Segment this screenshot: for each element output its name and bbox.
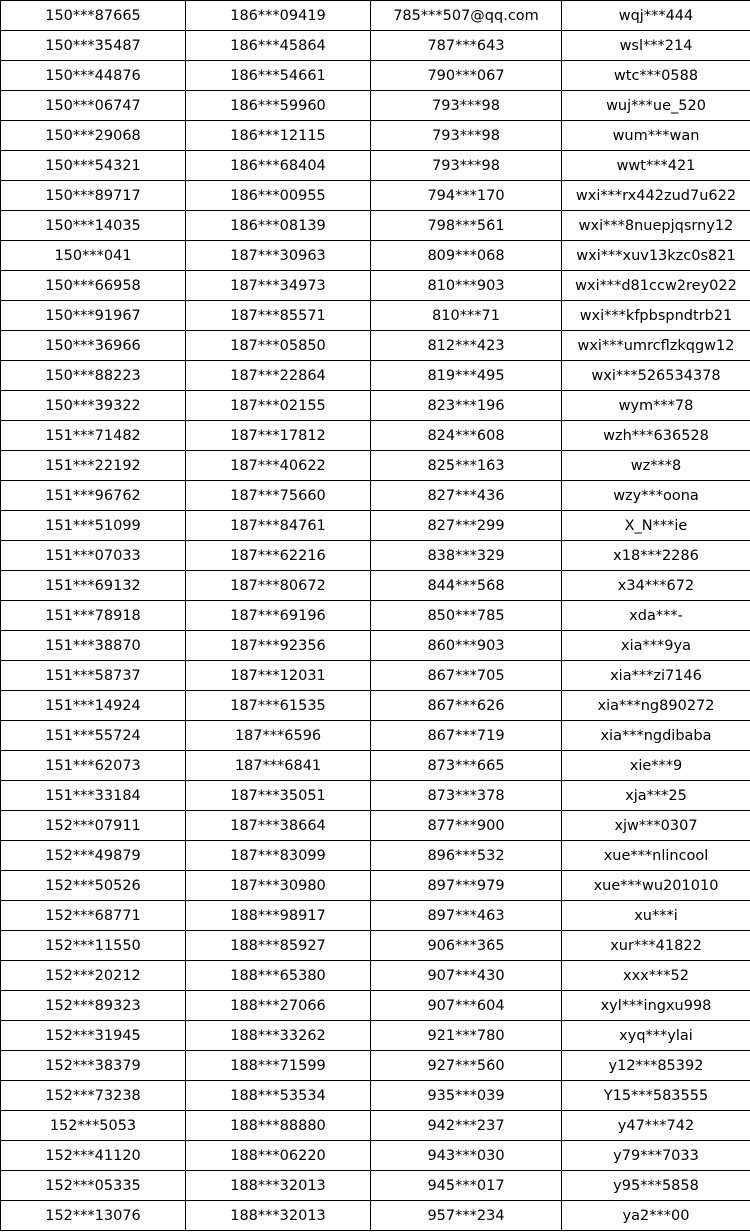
- cell-username: x34***672: [562, 571, 750, 601]
- cell-phone-a: 152***38379: [1, 1051, 186, 1081]
- cell-phone-b: 188***32013: [186, 1201, 371, 1231]
- cell-phone-b: 187***69196: [186, 601, 371, 631]
- cell-phone-a: 152***5053: [1, 1111, 186, 1141]
- cell-qq: 827***299: [371, 511, 562, 541]
- cell-phone-a: 152***49879: [1, 841, 186, 871]
- cell-phone-a: 150***14035: [1, 211, 186, 241]
- cell-qq: 867***705: [371, 661, 562, 691]
- cell-qq: 907***430: [371, 961, 562, 991]
- cell-phone-b: 187***30963: [186, 241, 371, 271]
- table-row: [1, 151, 750, 181]
- table-row: [1, 811, 750, 841]
- cell-qq: 921***780: [371, 1021, 562, 1051]
- cell-username: wum***wan: [562, 121, 750, 151]
- cell-qq: 873***378: [371, 781, 562, 811]
- cell-username: wwt***421: [562, 151, 750, 181]
- table-row: [1, 91, 750, 121]
- cell-username: xia***zi7146: [562, 661, 750, 691]
- cell-username: xjw***0307: [562, 811, 750, 841]
- cell-username: y79***7033: [562, 1141, 750, 1171]
- cell-phone-a: 150***36966: [1, 331, 186, 361]
- cell-phone-b: 186***68404: [186, 151, 371, 181]
- cell-phone-b: 188***88880: [186, 1111, 371, 1141]
- cell-phone-a: 150***06747: [1, 91, 186, 121]
- cell-phone-a: 150***89717: [1, 181, 186, 211]
- cell-username: wxi***526534378: [562, 361, 750, 391]
- table-row: [1, 601, 750, 631]
- cell-phone-b: 186***59960: [186, 91, 371, 121]
- cell-phone-a: 152***31945: [1, 1021, 186, 1051]
- table-row: [1, 751, 750, 781]
- cell-qq: 810***71: [371, 301, 562, 331]
- cell-phone-a: 151***07033: [1, 541, 186, 571]
- cell-phone-b: 187***85571: [186, 301, 371, 331]
- cell-phone-a: 152***07911: [1, 811, 186, 841]
- cell-phone-b: 186***12115: [186, 121, 371, 151]
- cell-qq: 906***365: [371, 931, 562, 961]
- cell-phone-a: 152***68771: [1, 901, 186, 931]
- cell-phone-a: 151***22192: [1, 451, 186, 481]
- cell-phone-a: 152***89323: [1, 991, 186, 1021]
- cell-qq: 794***170: [371, 181, 562, 211]
- cell-phone-a: 152***11550: [1, 931, 186, 961]
- cell-qq: 844***568: [371, 571, 562, 601]
- cell-username: wsl***214: [562, 31, 750, 61]
- cell-username: xyl***ingxu998: [562, 991, 750, 1021]
- cell-phone-b: 188***98917: [186, 901, 371, 931]
- table-row: [1, 331, 750, 361]
- cell-phone-b: 187***6841: [186, 751, 371, 781]
- cell-phone-a: 152***13076: [1, 1201, 186, 1231]
- cell-username: y47***742: [562, 1111, 750, 1141]
- cell-username: xda***-: [562, 601, 750, 631]
- cell-phone-b: 188***85927: [186, 931, 371, 961]
- cell-username: xyq***ylai: [562, 1021, 750, 1051]
- cell-username: wym***78: [562, 391, 750, 421]
- table-row: [1, 1141, 750, 1171]
- table-row: [1, 301, 750, 331]
- cell-qq: 827***436: [371, 481, 562, 511]
- cell-phone-b: 187***38664: [186, 811, 371, 841]
- cell-username: xue***nlincool: [562, 841, 750, 871]
- cell-phone-b: 187***6596: [186, 721, 371, 751]
- table-row: [1, 631, 750, 661]
- cell-phone-b: 187***02155: [186, 391, 371, 421]
- cell-phone-b: 187***30980: [186, 871, 371, 901]
- cell-qq: 942***237: [371, 1111, 562, 1141]
- cell-qq: 860***903: [371, 631, 562, 661]
- cell-phone-a: 151***14924: [1, 691, 186, 721]
- cell-phone-b: 188***53534: [186, 1081, 371, 1111]
- cell-username: y95***5858: [562, 1171, 750, 1201]
- cell-phone-a: 150***39322: [1, 391, 186, 421]
- cell-username: wxi***rx442zud7u622: [562, 181, 750, 211]
- cell-phone-b: 187***05850: [186, 331, 371, 361]
- cell-phone-a: 150***29068: [1, 121, 186, 151]
- cell-username: wuj***ue_520: [562, 91, 750, 121]
- cell-phone-b: 187***40622: [186, 451, 371, 481]
- table-row: [1, 1021, 750, 1051]
- cell-phone-a: 151***69132: [1, 571, 186, 601]
- cell-phone-b: 187***35051: [186, 781, 371, 811]
- cell-username: xu***i: [562, 901, 750, 931]
- cell-qq: 896***532: [371, 841, 562, 871]
- cell-qq: 793***98: [371, 91, 562, 121]
- cell-phone-a: 152***05335: [1, 1171, 186, 1201]
- cell-phone-a: 151***33184: [1, 781, 186, 811]
- cell-phone-b: 187***17812: [186, 421, 371, 451]
- cell-phone-a: 151***62073: [1, 751, 186, 781]
- cell-username: wxi***xuv13kzc0s821: [562, 241, 750, 271]
- cell-qq: 824***608: [371, 421, 562, 451]
- cell-phone-b: 186***45864: [186, 31, 371, 61]
- table-row: [1, 931, 750, 961]
- cell-phone-b: 188***06220: [186, 1141, 371, 1171]
- cell-username: y12***85392: [562, 1051, 750, 1081]
- cell-phone-a: 150***44876: [1, 61, 186, 91]
- cell-phone-a: 152***20212: [1, 961, 186, 991]
- cell-phone-b: 187***75660: [186, 481, 371, 511]
- cell-phone-b: 188***32013: [186, 1171, 371, 1201]
- cell-phone-a: 151***58737: [1, 661, 186, 691]
- cell-qq: 850***785: [371, 601, 562, 631]
- cell-qq: 867***626: [371, 691, 562, 721]
- cell-phone-a: 151***78918: [1, 601, 186, 631]
- cell-phone-b: 188***27066: [186, 991, 371, 1021]
- cell-username: xur***41822: [562, 931, 750, 961]
- table-row: [1, 121, 750, 151]
- cell-qq: 798***561: [371, 211, 562, 241]
- cell-username: wzh***636528: [562, 421, 750, 451]
- cell-qq: 897***979: [371, 871, 562, 901]
- table-row: [1, 1201, 750, 1231]
- cell-phone-b: 187***61535: [186, 691, 371, 721]
- cell-qq: 935***039: [371, 1081, 562, 1111]
- table-row: [1, 421, 750, 451]
- table-row: [1, 1051, 750, 1081]
- cell-username: xia***ng890272: [562, 691, 750, 721]
- cell-phone-b: 187***62216: [186, 541, 371, 571]
- cell-username: wz***8: [562, 451, 750, 481]
- table-row: [1, 391, 750, 421]
- cell-username: wzy***oona: [562, 481, 750, 511]
- cell-qq: 825***163: [371, 451, 562, 481]
- table-row: [1, 541, 750, 571]
- cell-phone-a: 152***50526: [1, 871, 186, 901]
- cell-phone-a: 151***51099: [1, 511, 186, 541]
- cell-phone-a: 150***54321: [1, 151, 186, 181]
- cell-qq: 927***560: [371, 1051, 562, 1081]
- cell-phone-b: 187***12031: [186, 661, 371, 691]
- cell-username: wxi***d81ccw2rey022: [562, 271, 750, 301]
- cell-username: Y15***583555: [562, 1081, 750, 1111]
- cell-username: xie***9: [562, 751, 750, 781]
- cell-qq: 823***196: [371, 391, 562, 421]
- cell-qq: 819***495: [371, 361, 562, 391]
- cell-phone-a: 151***55724: [1, 721, 186, 751]
- cell-qq: 787***643: [371, 31, 562, 61]
- table-row: [1, 481, 750, 511]
- table-row: [1, 361, 750, 391]
- cell-qq: 867***719: [371, 721, 562, 751]
- cell-phone-a: 152***73238: [1, 1081, 186, 1111]
- cell-phone-a: 150***87665: [1, 1, 186, 31]
- cell-qq: 945***017: [371, 1171, 562, 1201]
- cell-phone-b: 188***71599: [186, 1051, 371, 1081]
- table-row: [1, 1111, 750, 1141]
- cell-qq: 793***98: [371, 121, 562, 151]
- table-row: [1, 871, 750, 901]
- table-row: [1, 31, 750, 61]
- table-row: [1, 691, 750, 721]
- table-row: [1, 781, 750, 811]
- cell-phone-b: 187***84761: [186, 511, 371, 541]
- cell-qq: 873***665: [371, 751, 562, 781]
- table-row: [1, 1, 750, 31]
- cell-qq: 785***507@qq.com: [371, 1, 562, 31]
- cell-phone-a: 151***71482: [1, 421, 186, 451]
- cell-username: xia***ngdibaba: [562, 721, 750, 751]
- cell-phone-b: 186***54661: [186, 61, 371, 91]
- cell-phone-b: 187***34973: [186, 271, 371, 301]
- cell-qq: 943***030: [371, 1141, 562, 1171]
- cell-username: ya2***00: [562, 1201, 750, 1231]
- cell-phone-b: 187***22864: [186, 361, 371, 391]
- table-row: [1, 181, 750, 211]
- cell-username: x18***2286: [562, 541, 750, 571]
- table-row: [1, 241, 750, 271]
- cell-username: xxx***52: [562, 961, 750, 991]
- cell-qq: 907***604: [371, 991, 562, 1021]
- cell-username: X_N***ie: [562, 511, 750, 541]
- table-row: [1, 271, 750, 301]
- cell-username: xia***9ya: [562, 631, 750, 661]
- cell-phone-b: 186***00955: [186, 181, 371, 211]
- table-row: [1, 211, 750, 241]
- cell-qq: 957***234: [371, 1201, 562, 1231]
- cell-qq: 897***463: [371, 901, 562, 931]
- cell-phone-b: 187***80672: [186, 571, 371, 601]
- cell-phone-b: 188***65380: [186, 961, 371, 991]
- cell-username: wxi***kfpbspndtrb21: [562, 301, 750, 331]
- cell-phone-a: 151***38870: [1, 631, 186, 661]
- table-row: [1, 721, 750, 751]
- cell-qq: 790***067: [371, 61, 562, 91]
- cell-username: xue***wu201010: [562, 871, 750, 901]
- cell-phone-a: 151***96762: [1, 481, 186, 511]
- table-row: [1, 511, 750, 541]
- cell-username: wqj***444: [562, 1, 750, 31]
- table-row: [1, 61, 750, 91]
- cell-phone-a: 150***91967: [1, 301, 186, 331]
- cell-phone-a: 150***041: [1, 241, 186, 271]
- table-body: [1, 1, 750, 1231]
- cell-username: wxi***8nuepjqsrny12: [562, 211, 750, 241]
- cell-qq: 838***329: [371, 541, 562, 571]
- cell-username: xja***25: [562, 781, 750, 811]
- cell-qq: 810***903: [371, 271, 562, 301]
- table-row: [1, 571, 750, 601]
- table-row: [1, 961, 750, 991]
- cell-phone-b: 187***83099: [186, 841, 371, 871]
- table-row: [1, 1171, 750, 1201]
- cell-username: wxi***umrcflzkqgw12: [562, 331, 750, 361]
- table-row: [1, 991, 750, 1021]
- table-row: [1, 841, 750, 871]
- cell-phone-a: 150***66958: [1, 271, 186, 301]
- cell-phone-b: 188***33262: [186, 1021, 371, 1051]
- cell-phone-a: 150***88223: [1, 361, 186, 391]
- table-row: [1, 661, 750, 691]
- cell-phone-a: 150***35487: [1, 31, 186, 61]
- cell-phone-b: 186***08139: [186, 211, 371, 241]
- cell-qq: 793***98: [371, 151, 562, 181]
- table-row: [1, 451, 750, 481]
- table-row: [1, 1081, 750, 1111]
- cell-qq: 812***423: [371, 331, 562, 361]
- cell-phone-a: 152***41120: [1, 1141, 186, 1171]
- cell-qq: 877***900: [371, 811, 562, 841]
- table-row: [1, 901, 750, 931]
- cell-username: wtc***0588: [562, 61, 750, 91]
- cell-phone-b: 186***09419: [186, 1, 371, 31]
- cell-phone-b: 187***92356: [186, 631, 371, 661]
- cell-qq: 809***068: [371, 241, 562, 271]
